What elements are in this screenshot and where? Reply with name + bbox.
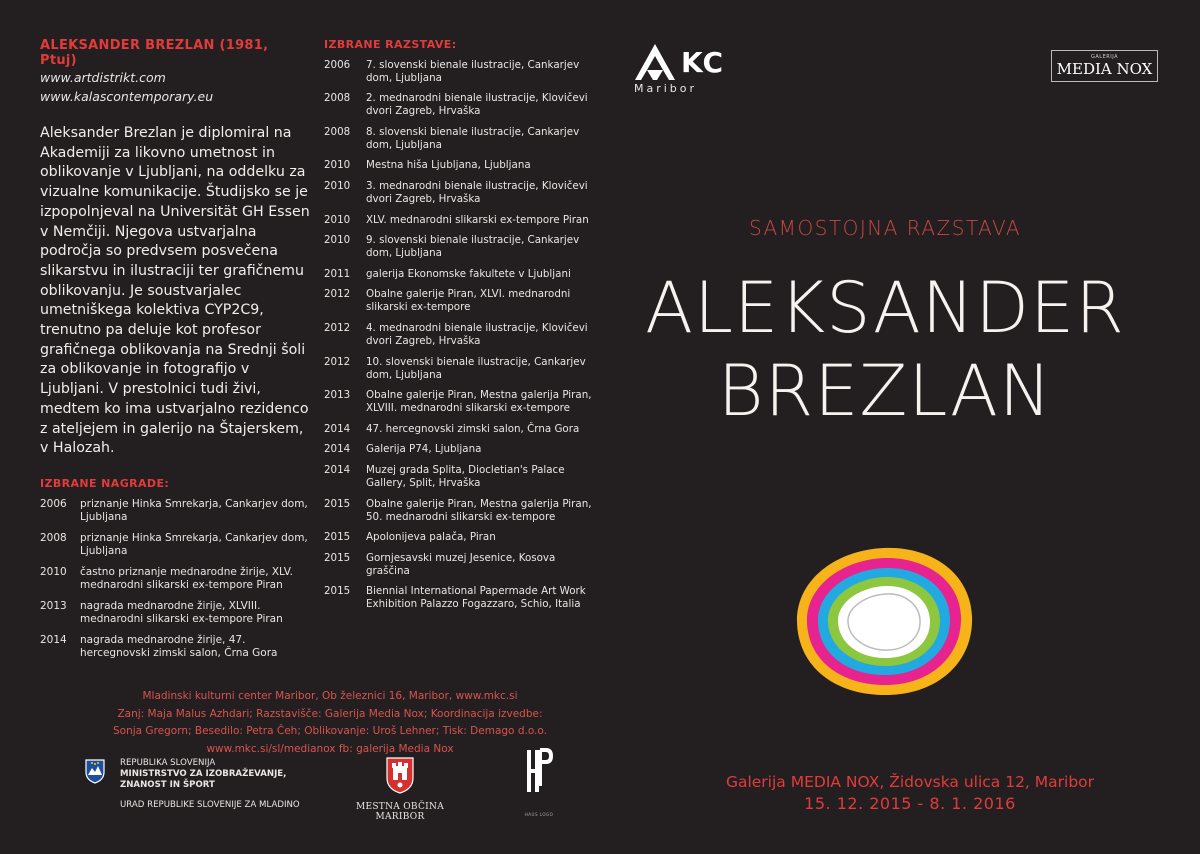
exhibition-text: 4. mednarodni bienale ilustracije, Klovičevi dvori Zagreb, Hrvaška: [366, 321, 588, 347]
exhibition-text: Biennial International Papermade Art Work Exhibition Palazzo Fogazzaro, Schio, Italia: [366, 585, 586, 611]
exhibitions-list: [324, 59, 594, 612]
exhibition-item: [324, 322, 594, 348]
exhibition-item: [324, 214, 594, 227]
award-item: [40, 634, 310, 660]
exhibition-text: galerija Ekonomske fakultete v Ljubljani: [366, 267, 571, 280]
exhibition-item: [324, 180, 594, 206]
credits-line-staff: Zanj: Maja Malus Azhdari; Razstavišče: Galerija Media Nox; Koordinacija izvedbe:: [117, 707, 543, 720]
award-text: častno priznanje mednarodne žirije, XLV. mednarodni slikarski ex-tempore Piran: [80, 565, 293, 591]
award-year: 2014: [40, 633, 67, 646]
ministry-label: [120, 769, 286, 791]
hp-logo: [522, 746, 556, 817]
exhibition-year: 2008: [324, 92, 351, 105]
exhibition-subtitle: SAMOSTOJNA RAZSTAVA: [748, 216, 1022, 240]
exhibition-dates: 15. 12. 2015 - 8. 1. 2016: [804, 794, 1016, 813]
kc-maribor-logo: [633, 42, 743, 98]
exhibition-item: [324, 531, 594, 544]
award-year: 2010: [40, 565, 67, 578]
exhibition-item: [324, 92, 594, 118]
exhibition-year: 2013: [324, 389, 351, 402]
exhibition-text: 9. slovenski bienale ilustracije, Cankarjev dom, Ljubljana: [366, 234, 580, 260]
exhibition-text: 7. slovenski bienale ilustracije, Cankarjev dom, Ljubljana: [366, 58, 580, 84]
exhibition-year: 2014: [324, 443, 351, 456]
award-text: nagrada mednarodne žirije, 47. hercegnovski zimski salon, Črna Gora: [80, 633, 278, 659]
exhibition-item: [324, 498, 594, 524]
city-sponsor: [330, 756, 470, 822]
exhibition-year: 2015: [324, 531, 351, 544]
exhibition-year: 2010: [324, 234, 351, 247]
award-item: [40, 600, 310, 626]
exhibition-text: 8. slovenski bienale ilustracije, Cankarjev dom, Ljubljana: [366, 125, 580, 151]
exhibition-year: 2015: [324, 585, 351, 598]
republic-label: REPUBLIKA SLOVENIJA: [120, 758, 216, 768]
media-nox-logo: [1051, 50, 1158, 82]
exhibition-year: 2008: [324, 125, 351, 138]
exhibition-item: [324, 126, 594, 152]
hp-logo-icon: [522, 746, 556, 808]
exhibition-text: Galerija P74, Ljubljana: [366, 443, 482, 456]
exhibition-item: [324, 159, 594, 172]
exhibition-item: [324, 288, 594, 314]
kc-logo-subtext: Maribor: [634, 82, 698, 95]
ministry-label-line2: ZNANOST IN ŠPORT: [120, 780, 215, 790]
artist-bio: Aleksander Brezlan je diplomiral na Akademiji za likovno umetnost in oblikovanje v Ljubljani, na oddelku za vizualne komunikacije. Študijsko se je izpopolnjeval na Universität GH Essen v Nemčiji. Njegova ustvarjalna področja so predvsem posvečena slikarstvu in ilustraciji ter grafičnemu oblikovanju. Je soustvarjalec umetniškega kolektiva CYP2C9, trenutno pa deluje kot profesor grafičnega oblikovanja na Srednji šoli za oblikovanje in fotografijo v Ljubljani. V prestolnici tudi živi, medtem ko ima ustvarjalno rezidenco z ateljejem in galerijo na Štajerskem, v Halozah.: [40, 125, 310, 457]
award-year: 2008: [40, 531, 67, 544]
exhibition-item: [324, 443, 594, 456]
hp-caption: HAUS LOGO: [524, 812, 554, 817]
media-nox-logo-main: MEDIA NOX: [1056, 60, 1153, 78]
credits-block: [100, 688, 560, 758]
award-item: [40, 532, 310, 558]
exhibition-year: 2012: [324, 321, 351, 334]
exhibition-year: 2014: [324, 422, 351, 435]
exhibition-text: 2. mednarodni bienale ilustracije, Klovičevi dvori Zagreb, Hrvaška: [366, 92, 588, 118]
kc-logo-text: KC: [681, 46, 724, 79]
venue-address: Galerija MEDIA NOX, Židovska ulica 12, Maribor: [725, 773, 1095, 791]
awards-list: [40, 498, 310, 660]
award-item: [40, 498, 310, 524]
award-item: [40, 566, 310, 592]
exhibition-text: Obalne galerije Piran, Mestna galerija Piran, XLVIII. mednarodni slikarski ex-tempore: [366, 389, 592, 415]
exhibition-year: 2010: [324, 179, 351, 192]
concentric-rings-artwork: [792, 542, 978, 700]
award-text: priznanje Hinka Smrekarja, Cankarjev dom, Ljubljana: [80, 497, 308, 523]
artist-name-line2: BREZLAN: [717, 350, 1053, 432]
award-text: priznanje Hinka Smrekarja, Cankarjev dom, Ljubljana: [80, 531, 308, 557]
award-year: 2006: [40, 497, 67, 510]
exhibition-year: 2011: [324, 267, 351, 280]
exhibition-year: 2012: [324, 288, 351, 301]
exhibition-year: 2006: [324, 58, 351, 71]
slovenia-coat-of-arms-icon: [84, 758, 106, 784]
website-link-artdistrikt[interactable]: www.artdistrikt.com: [40, 70, 166, 85]
media-nox-logo-small: GALERIJA: [1091, 54, 1118, 60]
award-year: 2013: [40, 599, 67, 612]
youth-office-label: URAD REPUBLIKE SLOVENIJE ZA MLADINO: [120, 800, 300, 810]
exhibition-text: 10. slovenski bienale ilustracije, Cankarjev dom, Ljubljana: [366, 355, 586, 381]
exhibition-item: [324, 423, 594, 436]
exhibition-year: 2015: [324, 497, 351, 510]
website-link-kalas[interactable]: www.kalascontemporary.eu: [40, 89, 214, 104]
exhibition-year: 2012: [324, 355, 351, 368]
exhibition-item: [324, 389, 594, 415]
exhibitions-heading: IZBRANE RAZSTAVE:: [324, 38, 457, 51]
exhibition-item: [324, 585, 594, 611]
exhibition-item: [324, 464, 594, 490]
artist-name-line1: ALEKSANDER: [645, 267, 1125, 349]
exhibition-text: XLV. mednarodni slikarski ex-tempore Piran: [366, 213, 589, 226]
exhibition-item: [324, 268, 594, 281]
artist-column: [40, 38, 310, 660]
exhibition-text: 3. mednarodni bienale ilustracije, Klovičevi dvori Zagreb, Hrvaška: [366, 179, 588, 205]
exhibition-year: 2010: [324, 213, 351, 226]
exhibition-item: [324, 59, 594, 85]
exhibition-year: 2010: [324, 159, 351, 172]
exhibitions-column: [324, 38, 594, 611]
ministry-label-line1: MINISTRSTVO ZA IZOBRAŽEVANJE,: [120, 769, 287, 779]
ministry-text: [120, 758, 286, 791]
exhibition-text: Obalne galerije Piran, Mestna galerija Piran, 50. mednarodni slikarski ex-tempore: [366, 497, 592, 523]
kc-triangle-icon: [633, 42, 677, 82]
exhibition-text: Obalne galerije Piran, XLVI. mednarodni slikarski ex-tempore: [366, 288, 571, 314]
exhibition-year: 2015: [324, 551, 351, 564]
exhibition-item: [324, 552, 594, 578]
award-text: nagrada mednarodne žirije, XLVIII. mednarodni slikarski ex-tempore Piran: [80, 599, 283, 625]
exhibition-text: Apolonijeva palača, Piran: [366, 531, 496, 544]
exhibition-item: [324, 356, 594, 382]
city-label: MESTNA OBČINA MARIBOR: [355, 802, 445, 822]
exhibition-text: 47. hercegnovski zimski salon, Črna Gora: [366, 422, 580, 435]
exhibition-item: [324, 234, 594, 260]
credits-line-address: Mladinski kulturni center Maribor, Ob železnici 16, Maribor, www.mkc.si: [142, 690, 518, 702]
maribor-coat-of-arms-icon: [385, 756, 415, 794]
exhibition-text: Mestna hiša Ljubljana, Ljubljana: [366, 159, 531, 172]
artist-heading: ALEKSANDER BREZLAN (1981, Ptuj): [40, 38, 269, 68]
exhibition-text: Gornjesavski muzej Jesenice, Kosova graščina: [366, 551, 556, 577]
credits-line-production: Sonja Gregorn; Besedilo: Petra Čeh; Oblikovanje: Uroš Lehner; Tisk: Demago d.o.o.: [113, 725, 547, 737]
credits-line-web[interactable]: www.mkc.si/sl/medianox fb: galerija Media Nox: [206, 742, 454, 755]
awards-heading: IZBRANE NAGRADE:: [40, 476, 170, 490]
exhibition-year: 2014: [324, 463, 351, 476]
exhibition-text: Muzej grada Splita, Diocletian's Palace Gallery, Split, Hrvaška: [366, 463, 565, 489]
